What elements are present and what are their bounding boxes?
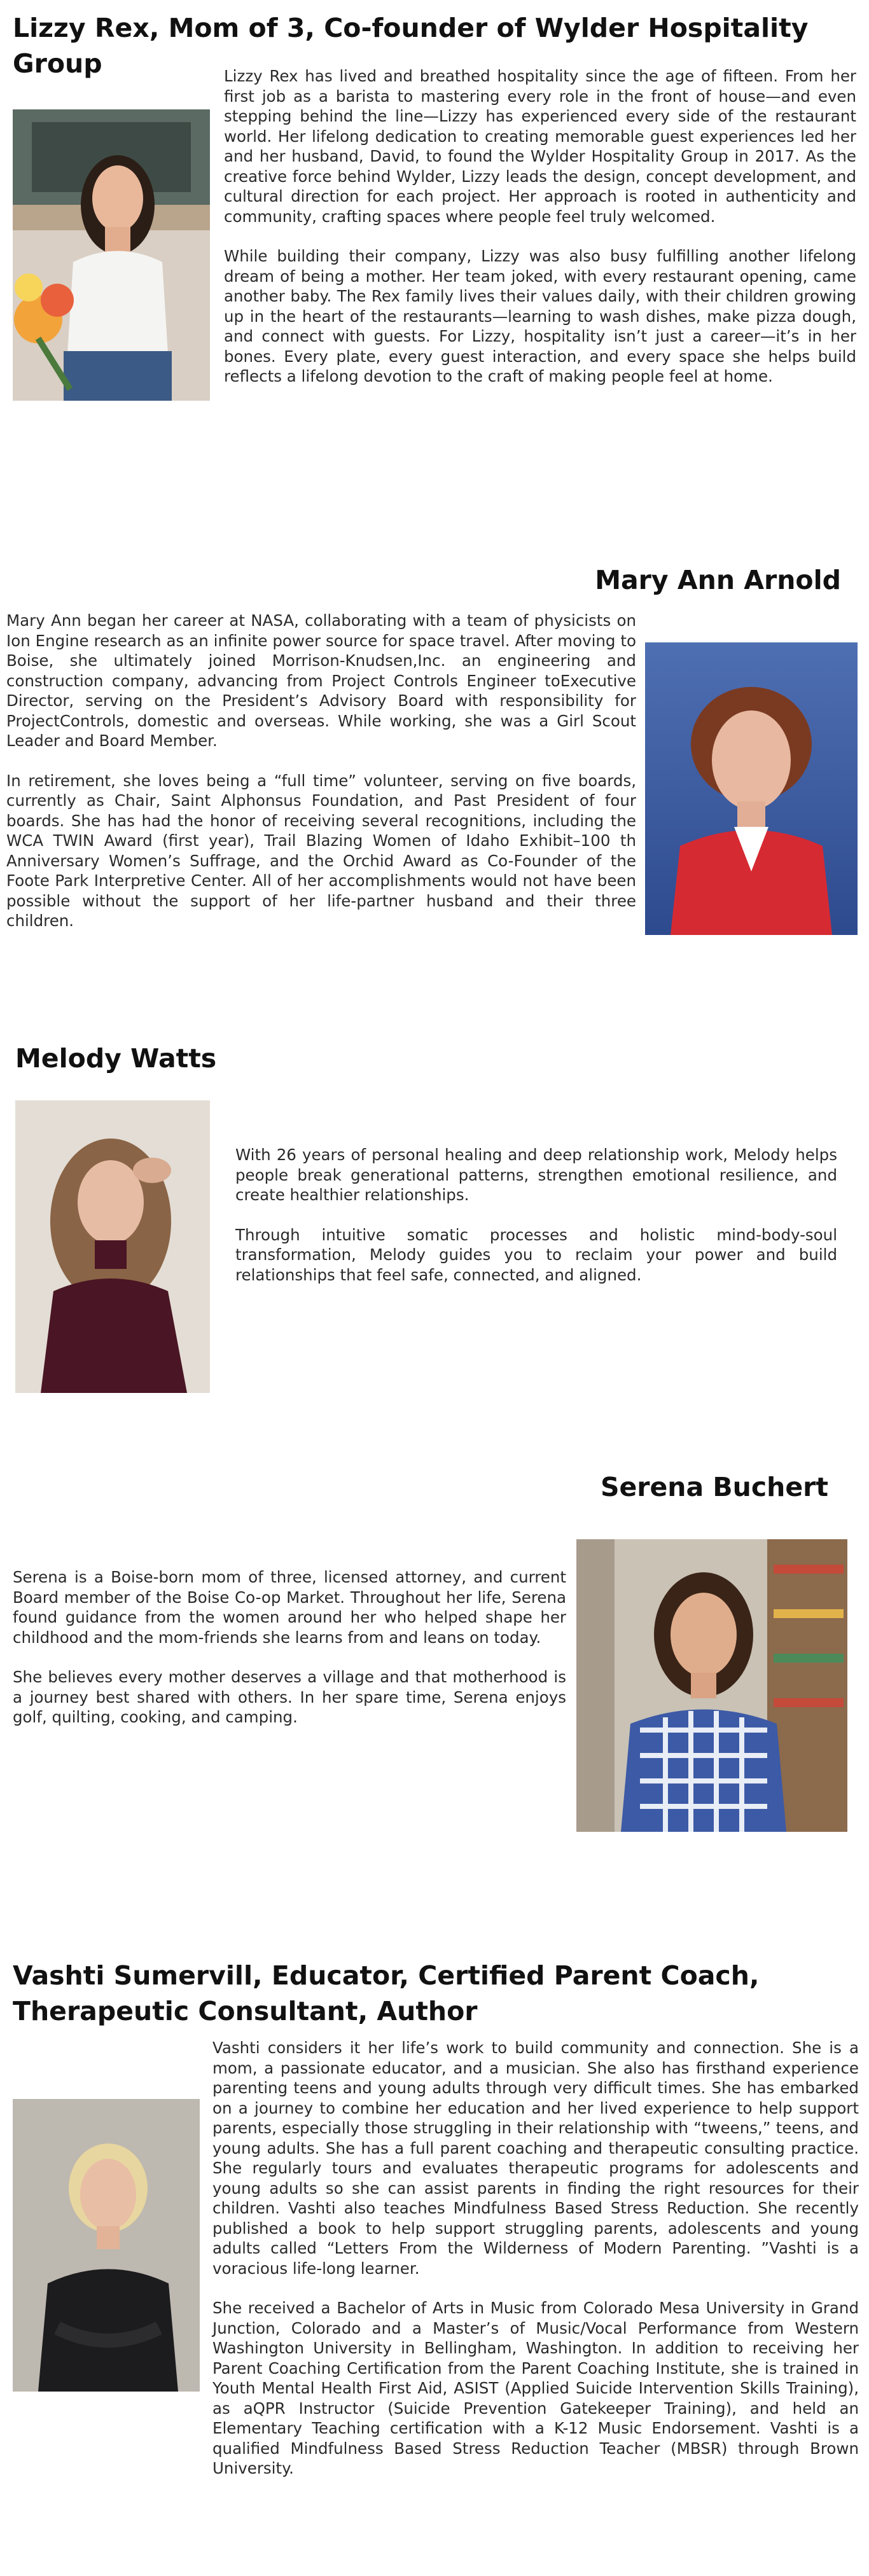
bio-text-mary-ann-arnold [6, 611, 636, 931]
bio-paragraph: Lizzy Rex has lived and breathed hospitality since the age of fifteen. From her first job as a barista to mastering every role in the front of house—and even stepping behind the line—Lizzy has experienced every side of the restaurant world. Her lifelong dedication to creating memorable guest experiences led her and her husband, David, to found the Wylder Hospitality Group in 2017. As the creative force behind Wylder, Lizzy leads the design, concept development, and cultural direction for each project. Her approach is rooted in authenticity and community, crafting spaces where people feel truly welcomed. [224, 67, 856, 226]
bio-paragraph: With 26 years of personal healing and deep relationship work, Melody helps people break generational patterns, strengthen emotional resilience, and create healthier relationships. [235, 1146, 837, 1204]
bio-paragraph: She believes every mother deserves a village and that motherhood is a journey best shared with others. In her spare time, Serena enjoys golf, quilting, cooking, and camping. [13, 1668, 566, 1726]
portrait-photo-lizzy-rex [13, 109, 210, 401]
portrait-photo-mary-ann-arnold [645, 642, 858, 935]
bio-text-serena-buchert [13, 1567, 566, 1728]
bio-paragraph: She received a Bachelor of Arts in Music from Colorado Mesa University in Grand Junction, Colorado and a Master’s of Music/Vocal Performance from Western Washington University in Bellingham, Washington. In addition to receiving her Parent Coaching Certification from the Parent Coaching Institute, she is trained in Youth Mental Health First Aid, ASIST (Applied Suicide Intervention Skills Training), as aQPR Instructor (Suicide Prevention Gatekeeper Training), and held an Elementary Teaching certification with a K-12 Music Endorsement. Vashti is a qualified Mindfulness Based Stress Reduction Teacher (MBSR) through Brown University. [212, 2299, 859, 2477]
bio-heading-vashti-sumervill: Vashti Sumervill, Educator, Certified Parent Coach, Therapeutic Consultant, Author [13, 1960, 760, 2026]
bio-paragraph: Through intuitive somatic processes and holistic mind-body-soul transformation, Melody guides you to reclaim your power and build relationships that feel safe, connected, and aligned. [235, 1225, 837, 1284]
bio-heading-melody-watts: Melody Watts [15, 1043, 217, 1074]
bio-text-lizzy-rex [224, 66, 856, 387]
portrait-photo-melody-watts [15, 1100, 210, 1393]
bio-heading-lizzy-rex: Lizzy Rex, Mom of 3, Co-founder of Wylder Hospitality Group [13, 13, 809, 79]
portrait-photo-vashti-sumervill [13, 2099, 200, 2392]
portrait-photo-serena-buchert [576, 1539, 847, 1832]
bio-paragraph: In retirement, she loves being a “full time” volunteer, serving on five boards, currently as Chair, Saint Alphonsus Foundation, and Past President of four boards. She has had the honor of receiving several recognitions, including the WCA TWIN Award (first year), Trail Blazing Women of Idaho Exhibit–100 th Anniversary Women’s Suffrage, and the Orchid Award as Co-Founder of the Foote Park Interpretive Center. All of her accomplishments would not have been possible without the support of her life-partner husband and their three children. [6, 771, 636, 930]
bio-heading-mary-ann-arnold: Mary Ann Arnold [595, 565, 841, 595]
bio-heading-serena-buchert: Serena Buchert [600, 1472, 828, 1502]
bio-paragraph: While building their company, Lizzy was also busy fulfilling another lifelong dream of being a mother. Her team joked, with every restaurant opening, came another baby. The Rex family lives their values daily, with their children growing up in the heart of the restaurants—learning to wash dishes, make pizza dough, and connect with guests. For Lizzy, hospitality isn’t just a career—it’s in her bones. Every plate, every guest interaction, and every space she helps build reflects a lifelong devotion to the craft of making people feel at home. [224, 247, 856, 385]
bio-text-melody-watts [235, 1145, 837, 1285]
bio-paragraph: Mary Ann began her career at NASA, collaborating with a team of physicists on Ion Engine research as an infinite power source for space travel. After moving to Boise, she ultimately joined Morrison-Knudsen,Inc. an engineering and construction company, advancing from Project Controls Engineer toExecutive Director, serving on the President’s Advisory Board with responsibility for ProjectControls, domestic and overseas. While working, she was a Girl Scout Leader and Board Member. [6, 611, 636, 750]
bio-paragraph: Serena is a Boise-born mom of three, licensed attorney, and current Board member of the Boise Co-op Market. Throughout her life, Serena found guidance from the women around her who helped shape her childhood and the mom-friends she learns from and leans on today. [13, 1568, 566, 1647]
bio-paragraph: Vashti considers it her life’s work to build community and connection. She is a mom, a passionate educator, and a musician. She also has firsthand experience parenting teens and young adults through very difficult times. She has embarked on a journey to combine her education and her lived experience to help support parents, especially those struggling in their relationship with “tweens,” teens, and young adults. She has a full parent coaching and therapeutic consulting practice. She regularly tours and evaluates therapeutic programs for adolescents and young adults so she can assist parents in finding the right resources for their children. Vashti also teaches Mindfulness Based Stress Reduction. She recently published a book to help support struggling parents, adolescents and young adults called “Letters From the Wilderness of Modern Parenting. ”Vashti is a voracious life-long learner. [212, 2039, 859, 2278]
bio-text-vashti-sumervill [212, 2038, 859, 2479]
